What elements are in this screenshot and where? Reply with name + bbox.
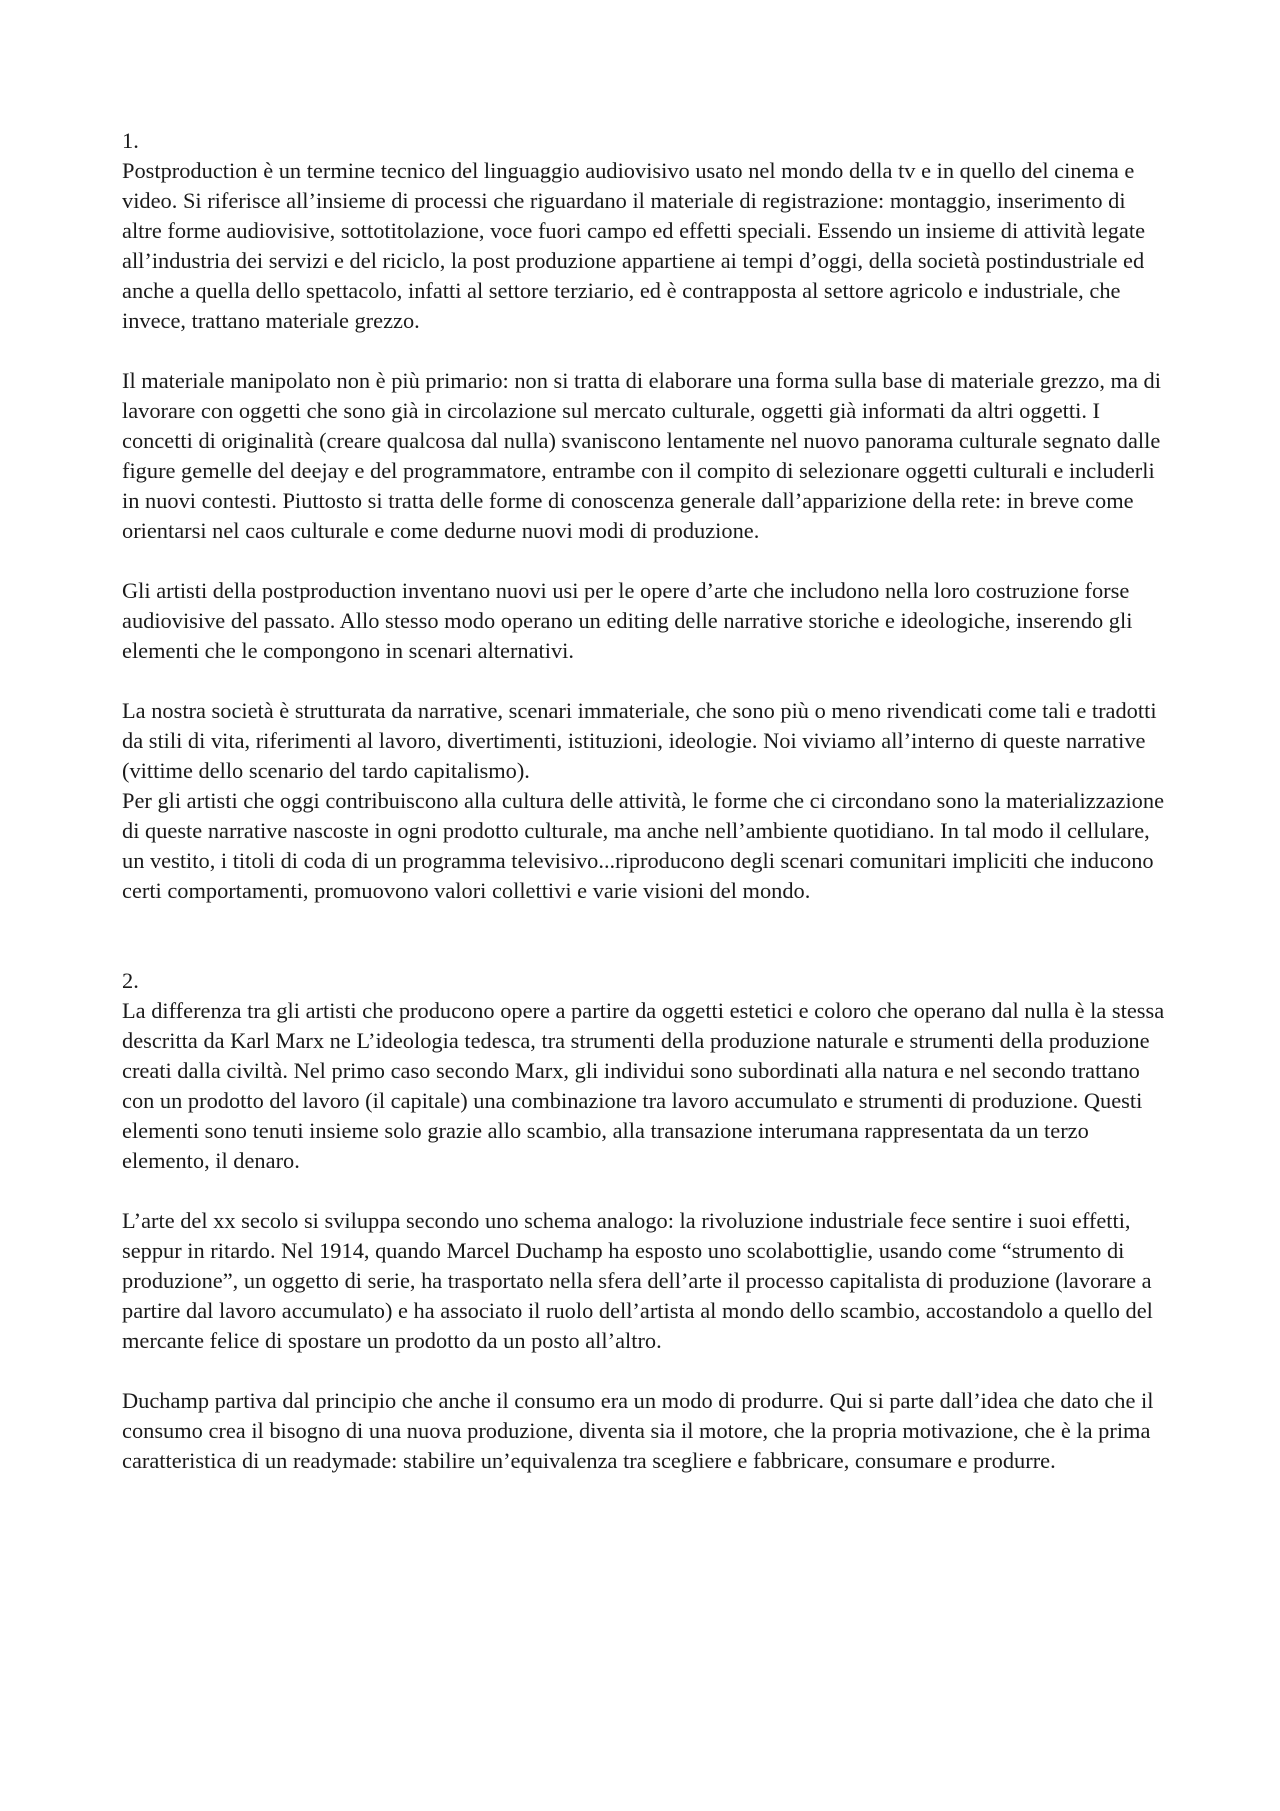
paragraph: Il materiale manipolato non è più primario: non si tratta di elaborare una forma sulla base di materiale grezzo, ma di lavorare con oggetti che sono già in circolazione sul mercato culturale, oggetti già informati da altri oggetti. I concetti di originalità (creare qualcosa dal nulla) svaniscono lentamente nel nuovo panorama culturale segnato dalle figure gemelle del deejay e del programmatore, entrambe con il compito di selezionare oggetti culturali e includerli in nuovi contesti. Piuttosto si tratta delle forme di conoscenza generale dall’apparizione della rete: in breve come orientarsi nel caos culturale e come dedurne nuovi modi di produzione.	[122, 368, 1161, 543]
paragraph: Postproduction è un termine tecnico del linguaggio audiovisivo usato nel mondo della tv e in quello del cinema e video. Si riferisce all’insieme di processi che riguardano il materiale di registrazione: montaggio, inserimento di altre forme audiovisive, sottotitolazione, voce fuori campo ed effetti speciali. Essendo un insieme di attività legate all’industria dei servizi e del riciclo, la post produzione appartiene ai tempi d’oggi, della società postindustriale ed anche a quella dello spettacolo, infatti al settore terziario, ed è contrapposta al settore agricolo e industriale, che invece, trattano materiale grezzo.	[122, 158, 1146, 333]
paragraph: Gli artisti della postproduction inventano nuovi usi per le opere d’arte che includono nella loro costruzione forse audiovisive del passato. Allo stesso modo operano un editing delle narrative storiche e ideologiche, inserendo gli elementi che le compongono in scenari alternativi.	[122, 578, 1133, 663]
section-2	[122, 966, 1166, 1476]
paragraph: L’arte del xx secolo si sviluppa secondo uno schema analogo: la rivoluzione industriale fece sentire i suoi effetti, seppur in ritardo. Nel 1914, quando Marcel Duchamp ha esposto uno scolabottiglie, usando come “strumento di produzione”, un oggetto di serie, ha trasportato nella sfera dell’arte il processo capitalista di produzione (lavorare a partire dal lavoro accumulato) e ha associato il ruolo dell’artista al mondo dello scambio, accostandolo a quello del mercante felice di spostare un prodotto da un posto all’altro.	[122, 1208, 1153, 1353]
section-number: 1.	[122, 128, 139, 153]
paragraph: Duchamp partiva dal principio che anche il consumo era un modo di produrre. Qui si parte dall’idea che dato che il consumo crea il bisogno di una nuova produzione, diventa sia il motore, che la propria motivazione, che è la prima caratteristica di un readymade: stabilire un’equivalenza tra scegliere e fabbricare, consumare e produrre.	[122, 1388, 1154, 1473]
paragraph: Per gli artisti che oggi contribuiscono alla cultura delle attività, le forme che ci circondano sono la materializzazione di queste narrative nascoste in ogni prodotto culturale, ma anche nell’ambiente quotidiano. In tal modo il cellulare, un vestito, i titoli di coda di un programma televisivo...riproducono degli scenari comunitari impliciti che inducono certi comportamenti, promuovono valori collettivi e varie visioni del mondo.	[122, 788, 1165, 903]
section-number: 2.	[122, 968, 139, 993]
document-page	[122, 126, 1166, 1476]
paragraph: La nostra società è strutturata da narrative, scenari immateriale, che sono più o meno rivendicati come tali e tradotti da stili di vita, riferimenti al lavoro, divertimenti, istituzioni, ideologie. Noi viviamo all’interno di queste narrative (vittime dello scenario del tardo capitalismo).	[122, 698, 1157, 783]
section-1	[122, 126, 1166, 906]
paragraph: La differenza tra gli artisti che producono opere a partire da oggetti estetici e coloro che operano dal nulla è la stessa descritta da Karl Marx ne L’ideologia tedesca, tra strumenti della produzione naturale e strumenti della produzione creati dalla civiltà. Nel primo caso secondo Marx, gli individui sono subordinati alla natura e nel secondo trattano con un prodotto del lavoro (il capitale) una combinazione tra lavoro accumulato e strumenti di produzione. Questi elementi sono tenuti insieme solo grazie allo scambio, alla transazione interumana rappresentata da un terzo elemento, il denaro.	[122, 998, 1165, 1173]
section-spacer	[122, 906, 1166, 966]
